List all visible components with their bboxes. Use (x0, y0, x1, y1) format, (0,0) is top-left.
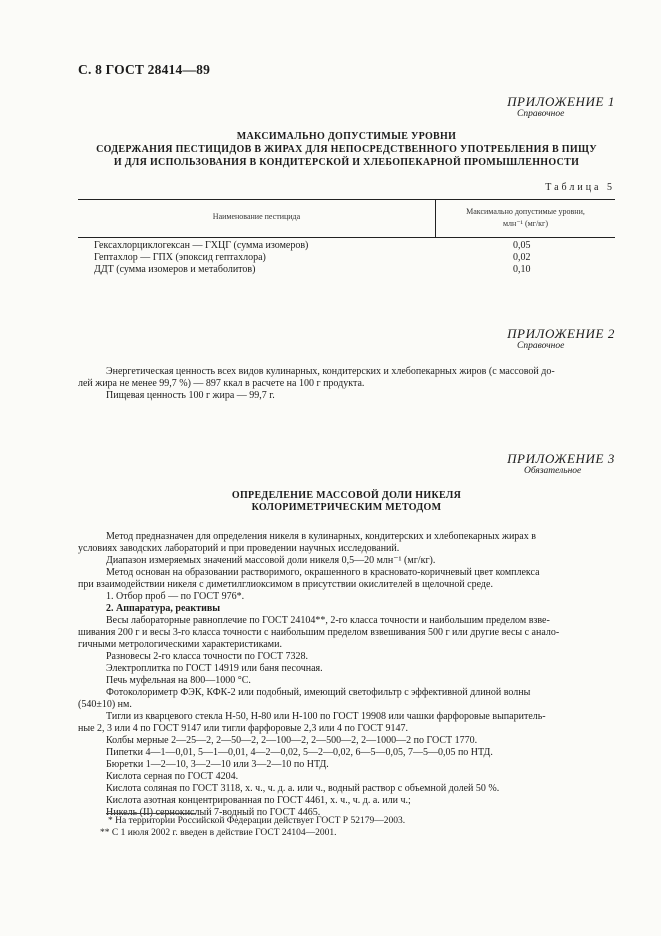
appendix-3-text-line: условиях заводских лабораторий и при проведении научных исследований. (78, 543, 400, 554)
table-row-value: 0,10 (513, 264, 531, 275)
appendix-3-text-line: Кислота соляная по ГОСТ 3118, х. ч., ч. д. а. или ч., водный раствор с объемной долей 50 %. (106, 783, 500, 794)
appendix-3-text-line: Тигли из кварцевого стекла Н-50, Н-80 или Н-100 по ГОСТ 19908 или чашки фарфоровые выпаритель- (106, 711, 546, 722)
table-label: Таблица 5 (545, 182, 615, 193)
appendix-2-text-line: Пищевая ценность 100 г жира — 99,7 г. (106, 390, 275, 401)
table-row-name: Гексахлорциклогексан — ГХЦГ (сумма изомеров) (94, 240, 309, 251)
appendix-2-subtitle: Справочное (517, 341, 565, 351)
appendix-1-heading-line: СОДЕРЖАНИЯ ПЕСТИЦИДОВ В ЖИРАХ ДЛЯ НЕПОСРЕДСТВЕННОГО УПОТРЕБЛЕНИЯ В ПИЩУ (96, 144, 597, 155)
appendix-3-text-line: Кислота азотная концентрированная по ГОСТ 4461, х. ч., ч. д. а. или ч.; (106, 795, 411, 806)
table-row-name: Гептахлор — ГПХ (эпоксид гептахлора) (94, 252, 266, 263)
appendix-3-text-line: Метод основан на образовании растворимого, окрашенного в красновато-коричневый цвет комплекса (106, 567, 540, 578)
section-heading: 2. Аппаратура, реактивы (106, 603, 221, 614)
appendix-3-text-line: 1. Отбор проб — по ГОСТ 976*. (106, 591, 245, 602)
appendix-3-text-line: Пипетки 4—1—0,01, 5—1—0,01, 4—2—0,02, 5—2—0,02, 6—5—0,05, 7—5—0,05 по НТД. (106, 747, 493, 758)
table-header-name: Наименование пестицида (212, 212, 301, 221)
table-column-divider (435, 199, 436, 237)
appendix-3-text-line: Печь муфельная на 800—1000 °С. (106, 675, 251, 686)
footnote-rule (106, 813, 196, 814)
appendix-3-text-line: шивания 200 г и весы 3-го класса точности с наибольшим пределом взвешивания 500 г или другие весы с анало- (78, 627, 560, 638)
appendix-3-text-line: Никель (II) сернокислый 7-водный по ГОСТ 4465. (106, 807, 321, 818)
appendix-3-text-line: Диапазон измеряемых значений массовой доли никеля 0,5—20 млн⁻¹ (мг/кг). (106, 555, 436, 566)
appendix-3-text-line: при взаимодействии никеля с диметилглиоксимом в присутствии окислителей в щелочной среде. (78, 579, 493, 590)
appendix-3-text-line: Кислота серная по ГОСТ 4204. (106, 771, 239, 782)
appendix-1-heading-line: И ДЛЯ ИСПОЛЬЗОВАНИЯ В КОНДИТЕРСКОЙ И ХЛЕБОПЕКАРНОЙ ПРОМЫШЛЕННОСТИ (113, 157, 580, 168)
page-header: С. 8 ГОСТ 28414—89 (78, 62, 211, 77)
appendix-2-text-line: Энергетическая ценность всех видов кулинарных, кондитерских и хлебопекарных жиров (с массовой до- (106, 366, 555, 377)
table-row-name: ДДТ (сумма изомеров и метаболитов) (94, 264, 256, 275)
table-header-level: Максимально допустимые уровни, (466, 207, 585, 216)
appendix-1-subtitle: Справочное (517, 109, 565, 119)
appendix-3-text-line: Электроплитка по ГОСТ 14919 или баня песочная. (106, 663, 323, 674)
appendix-3-text-line: гичными метрологическими характеристиками. (78, 639, 282, 650)
appendix-3-text-line: Колбы мерные 2—25—2, 2—50—2, 2—100—2, 2—500—2, 2—1000—2 по ГОСТ 1770. (106, 735, 478, 746)
table-row-value: 0,02 (513, 252, 531, 263)
table-top-rule (78, 199, 615, 200)
table-header-level-units: млн⁻¹ (мг/кг) (502, 219, 549, 228)
appendix-3-text-line: Разновесы 2-го класса точности по ГОСТ 7328. (106, 651, 308, 662)
table-row-value: 0,05 (513, 240, 531, 251)
appendix-3-text-line: Фотоколориметр ФЭК, КФК-2 или подобный, имеющий светофильтр с эффективной длиной волны (106, 687, 531, 698)
appendix-3-text-line: (540±10) нм. (78, 699, 132, 710)
appendix-3-text-line: ные 2, 3 или 4 по ГОСТ 9147 или тигли фарфоровые 2,3 или 4 по ГОСТ 9147. (78, 723, 409, 734)
table-header-rule (78, 237, 615, 238)
appendix-3-text-line: Весы лабораторные равноплечие по ГОСТ 24104**, 2-го класса точности и наибольшим пределом взве- (106, 615, 550, 626)
footnote: ** С 1 июля 2002 г. введен в действие ГОСТ 24104—2001. (100, 828, 337, 838)
appendix-2-text-line: лей жира не менее 99,7 %) — 897 ккал в расчете на 100 г продукта. (78, 378, 365, 389)
appendix-3-text-line: Бюретки 1—2—10, 3—2—10 или 3—2—10 по НТД. (106, 759, 329, 770)
appendix-3-subtitle: Обязательное (524, 466, 582, 476)
appendix-3-title: ПРИЛОЖЕНИЕ 3 (507, 451, 615, 466)
appendix-3-text-line: Метод предназначен для определения никеля в кулинарных, кондитерских и хлебопекарных жирах в (106, 531, 536, 542)
appendix-3-heading-line: КОЛОРИМЕТРИЧЕСКИМ МЕТОДОМ (251, 502, 442, 513)
appendix-1-title: ПРИЛОЖЕНИЕ 1 (507, 94, 615, 109)
appendix-1-heading-line: МАКСИМАЛЬНО ДОПУСТИМЫЕ УРОВНИ (236, 131, 457, 142)
footnote: * На территории Российской Федерации действует ГОСТ Р 52179—2003. (108, 816, 406, 826)
appendix-2-title: ПРИЛОЖЕНИЕ 2 (507, 326, 615, 341)
appendix-3-heading-line: ОПРЕДЕЛЕНИЕ МАССОВОЙ ДОЛИ НИКЕЛЯ (231, 490, 462, 501)
